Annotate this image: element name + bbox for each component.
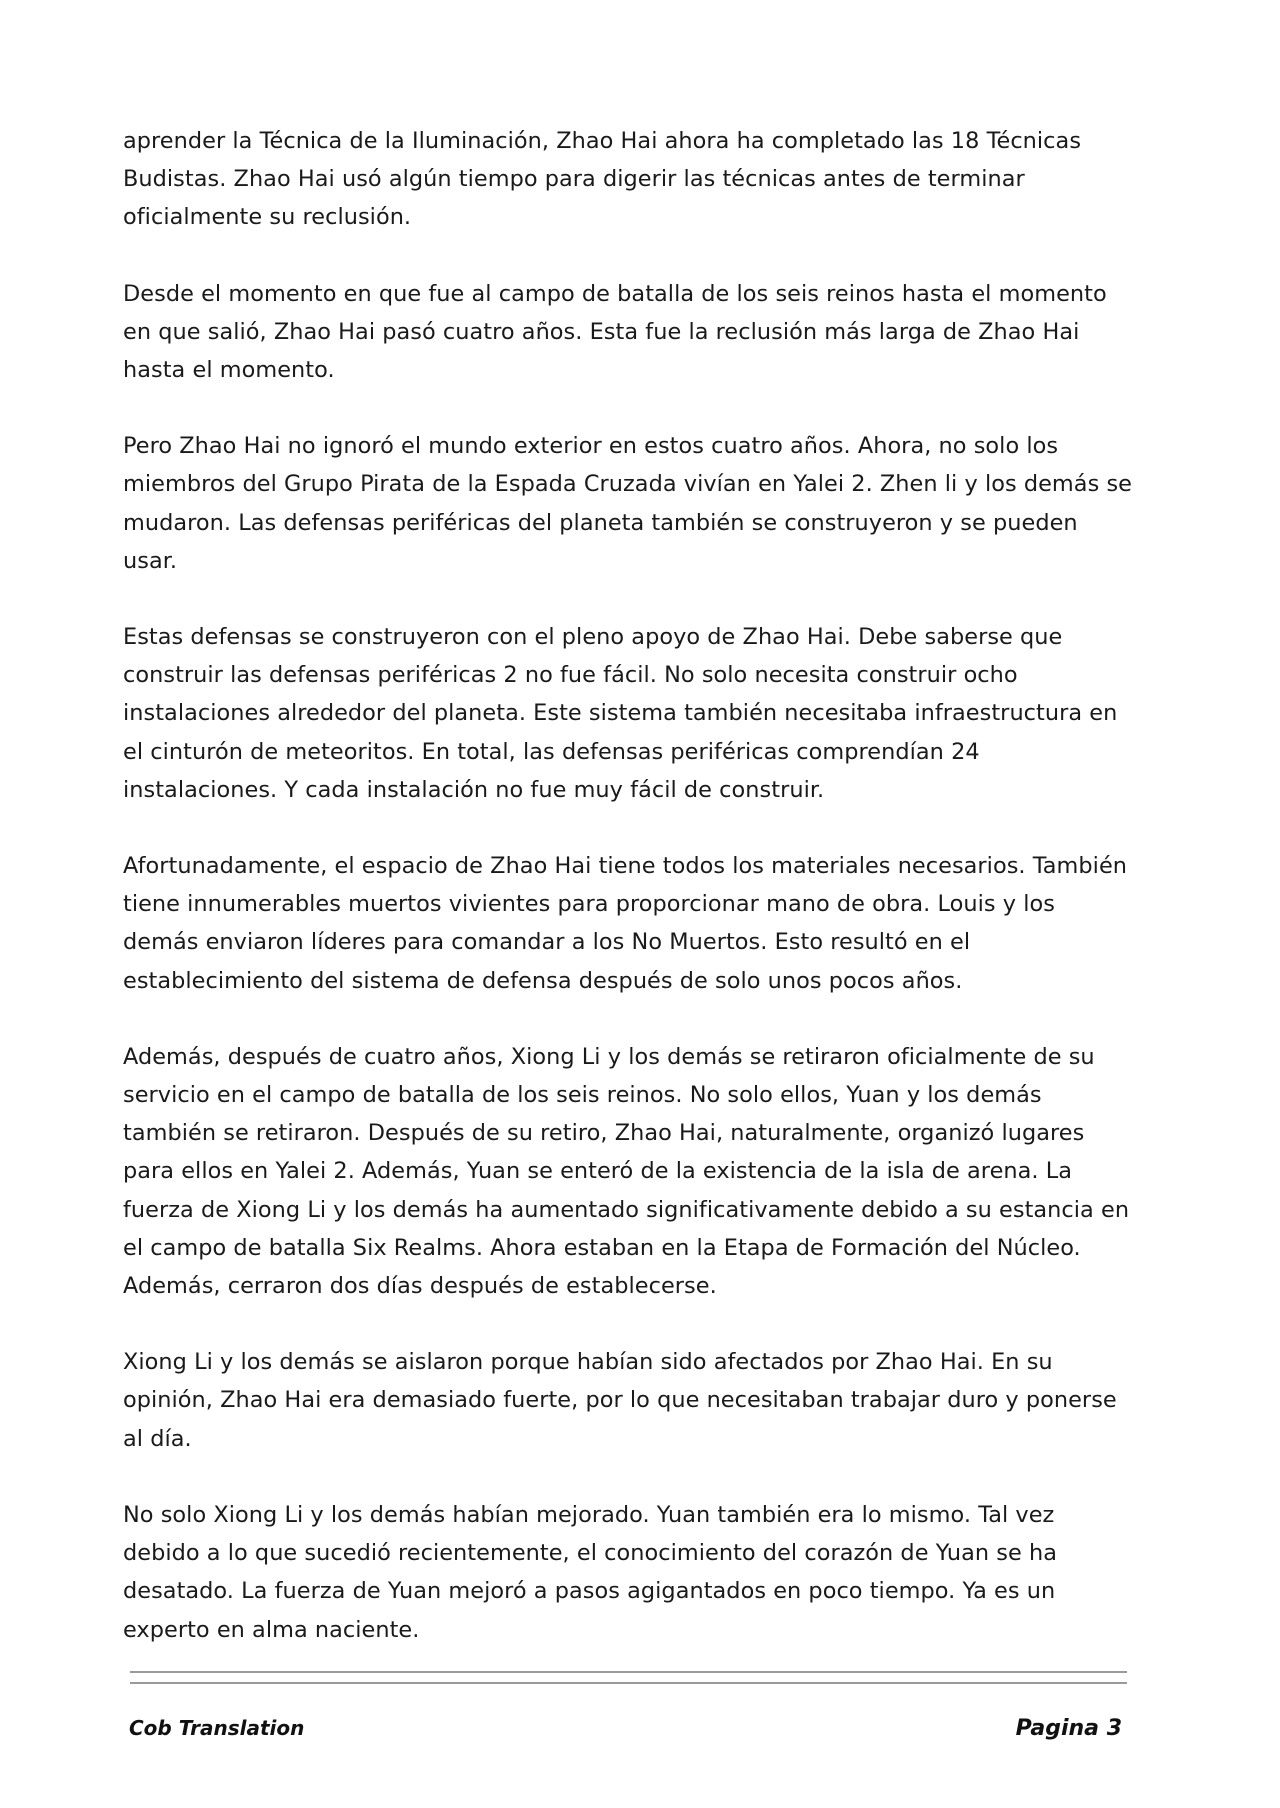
paragraph: Pero Zhao Hai no ignoró el mundo exterior en estos cuatro años. Ahora, no solo los miembros del Grupo Pirata de la Espada Cruzada vivían en Yalei 2. Zhen li y los demás se mudaron. Las defensas periféricas del planeta también se construyeron y se pueden usar. [123,433,1132,574]
paragraph: Además, después de cuatro años, Xiong Li y los demás se retiraron oficialmente de su servicio en el campo de batalla de los seis reinos. No solo ellos, Yuan y los demás también se retiraron. Después de su retiro, Zhao Hai, naturalmente, organizó lugares para ellos en Yalei 2. Además, Yuan se enteró de la existencia de la isla de arena. La fuerza de Xiong Li y los demás ha aumentado significativamente debido a su estancia en el campo de batalla Six Realms. Ahora estaban en la Etapa de Formación del Núcleo. Además, cerraron dos días después de establecerse. [123,1043,1130,1300]
paragraph: Estas defensas se construyeron con el pleno apoyo de Zhao Hai. Debe saberse que construir las defensas periféricas 2 no fue fácil. No solo necesita construir ocho instalaciones alrededor del planeta. Este sistema también necesitaba infraestructura en el cinturón de meteoritos. En total, las defensas periféricas comprendían 24 instalaciones. Y cada instalación no fue muy fácil de construir. [123,624,1118,803]
paragraph: No solo Xiong Li y los demás habían mejorado. Yuan también era lo mismo. Tal vez debido a lo que sucedió recientemente, el conocimiento del corazón de Yuan se ha desatado. La fuerza de Yuan mejoró a pasos agigantados en poco tiempo. Ya es un experto en alma naciente. [123,1501,1057,1643]
paragraph: Afortunadamente, el espacio de Zhao Hai tiene todos los materiales necesarios. También tiene innumerables muertos vivientes para proporcionar mano de obra. Louis y los demás enviaron líderes para comandar a los No Muertos. Esto resultó en el establecimiento del sistema de defensa después de solo unos pocos años. [123,853,1128,994]
paragraph: aprender la Técnica de la Iluminación, Zhao Hai ahora ha completado las 18 Técnicas Budistas. Zhao Hai usó algún tiempo para digerir las técnicas antes de terminar oficialmente su reclusión. [123,128,1082,231]
footer-divider-bottom [130,1682,1127,1684]
footer-publisher: Cob Translation [129,1716,305,1740]
footer-divider-top [130,1671,1127,1673]
body-text [123,122,1133,1687]
paragraph: Desde el momento en que fue al campo de batalla de los seis reinos hasta el momento en que salió, Zhao Hai pasó cuatro años. Esta fue la reclusión más larga de Zhao Hai hasta el momento. [123,280,1107,384]
footer-page-number: Pagina 3 [1015,1716,1122,1741]
paragraph: Xiong Li y los demás se aislaron porque habían sido afectados por Zhao Hai. En su opinión, Zhao Hai era demasiado fuerte, por lo que necesitaban trabajar duro y ponerse al día. [123,1349,1117,1452]
